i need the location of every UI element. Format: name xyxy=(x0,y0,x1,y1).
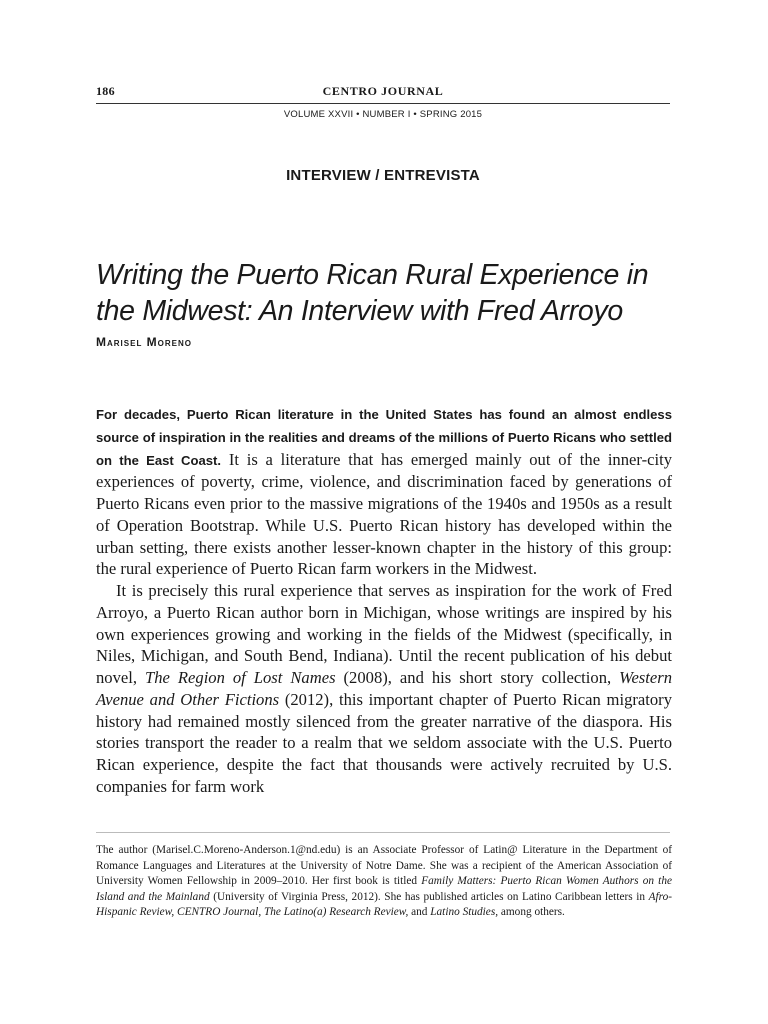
paragraph-1 xyxy=(96,403,672,580)
page-number: 186 xyxy=(96,84,115,98)
book-title: Family Matters: Puerto Rican Women Authors on the Island and the Mainland xyxy=(96,875,672,903)
paragraph-2 xyxy=(96,580,672,798)
collection-title: Western Avenue and Other Fictions xyxy=(96,668,672,709)
article-title-line-2: the Midwest: An Interview with Fred Arroyo xyxy=(96,295,623,327)
footnote-text-b: (University of Virginia Press, 2012). She has published articles on Latino Caribbean letters in xyxy=(209,890,649,903)
volume-info: VOLUME XXVII • NUMBER I • SPRING 2015 xyxy=(283,109,483,120)
section-label: INTERVIEW / ENTREVISTA xyxy=(286,167,480,184)
journal-title-latino-studies: Latino Studies, xyxy=(430,906,499,919)
article-author: Marisel Moreno xyxy=(96,335,192,349)
running-header xyxy=(96,84,670,102)
author-footnote xyxy=(96,843,672,921)
article-title-line-1: Writing the Puerto Rican Rural Experience in xyxy=(96,259,649,291)
paragraph-2-text-c: (2012), this important chapter of Puerto Rican migratory history had remained mostly silenced from the greater narrative of the diaspora. His stories transport the reader to a realm that we seldom associate with the U.S. Puerto Rican experience, despite the fact that thousands were actively recruited by U.S. companies for farm work xyxy=(96,689,672,796)
journal-titles: Afro-Hispanic Review, CENTRO Journal, The Latino(a) Research Review, xyxy=(96,890,672,919)
paragraph-2-text-a: It is precisely this rural experience that serves as inspiration for the work of Fred Arroyo, a Puerto Rican author born in Michigan, whose writings are inspired by his own experiences growing and working in the fields of the Midwest (specifically, in Niles, Michigan, and South Bend, Indiana). Until the recent publication of his debut novel, xyxy=(96,581,672,687)
paragraph-1-text: It is a literature that has emerged mainly out of the inner-city experiences of poverty, crime, violence, and discrimination faced by generations of Puerto Ricans even prior to the massive migrations of the 1940s and 1950s as a result of Operation Bootstrap. While U.S. Puerto Rican history has developed within the urban setting, there exists another lesser-known chapter in the history of this group: the rural experience of Puerto Rican farm workers in the Midwest. xyxy=(96,449,672,579)
footnote-rule xyxy=(96,832,670,833)
footnote-text-a: The author (Marisel.C.Moreno-Anderson.1@nd.edu) is an Associate Professor of Latin@ Literature in the Department of Romance Languages and Literatures at the University of Notre Dame. She was a recipient of the American Association of University Women Fellowship in 2009–2010. Her first book is titled xyxy=(96,844,672,888)
article-title xyxy=(96,257,696,329)
novel-title: The Region of Lost Names xyxy=(145,668,336,687)
journal-name: CENTRO JOURNAL xyxy=(322,84,444,98)
paragraph-2-text-b: (2008), and his short story collection, xyxy=(335,668,620,687)
article-body xyxy=(96,403,672,798)
header-rule xyxy=(96,103,670,104)
lead-in-text: For decades, Puerto Rican literature in the United States has found an almost endless source of inspiration in the realities and dreams of the millions of Puerto Ricans who settled on the East Coast. xyxy=(96,407,672,468)
footnote-text-c: and xyxy=(408,906,431,919)
footnote-text-d: among others. xyxy=(498,906,565,919)
